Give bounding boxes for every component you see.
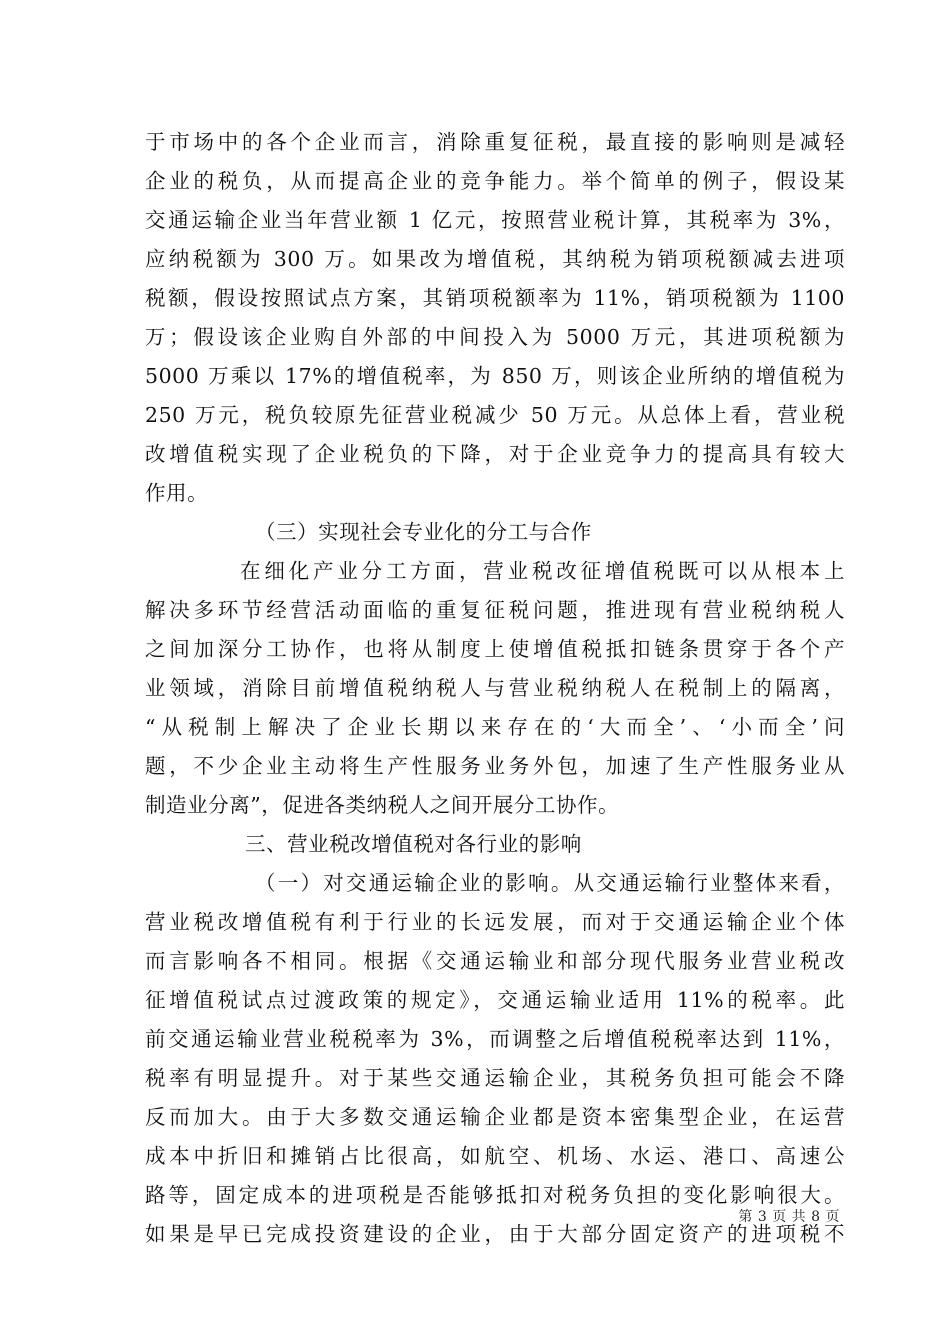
text-line: 征增值税试点过渡政策的规定》，交通运输业适用 11%的税率。此 [145,988,845,1012]
text-line: 营业税改增值税有利于行业的长远发展，而对于交通运输企业个体 [145,910,845,934]
text-line: 题，不少企业主动将生产性服务业务外包，加速了生产性服务业从 [145,754,845,778]
text-line: 解决多环节经营活动面临的重复征税问题，推进现有营业税纳税人 [145,598,845,622]
text-line: （三）实现社会专业化的分工与合作 [255,520,592,544]
text-line: 5000 万乘以 17%的增值税率，为 850 万，则该企业所纳的增值税为 [145,364,845,388]
text-line: （一）对交通运输企业的影响。从交通运输行业整体来看， [255,871,845,895]
text-line: 作用。 [145,481,209,505]
text-line: 交通运输企业当年营业额 1 亿元，按照营业税计算，其税率为 3%， [145,208,845,232]
text-line: 改增值税实现了企业税负的下降，对于企业竞争力的提高具有较大 [145,442,845,466]
text-line: 税率有明显提升。对于某些交通运输企业，其税务负担可能会不降 [145,1066,845,1090]
text-line: 之间加深分工协作，也将从制度上使增值税抵扣链条贯穿于各个产 [145,637,845,661]
text-line: 在细化产业分工方面，营业税改征增值税既可以从根本上 [240,559,845,583]
text-line: 前交通运输业营业税税率为 3%，而调整之后增值税税率达到 11%， [145,1027,845,1051]
text-line: 业领域，消除目前增值税纳税人与营业税纳税人在税制上的隔离， [145,676,845,700]
text-line: 250 万元，税负较原先征营业税减少 50 万元。从总体上看，营业税 [145,403,845,427]
text-line: 万；假设该企业购自外部的中间投入为 5000 万元，其进项税额为 [145,325,845,349]
text-line: 三、营业税改增值税对各行业的影响 [245,832,582,856]
text-line: 于市场中的各个企业而言，消除重复征税，最直接的影响则是减轻 [145,130,845,154]
text-line: 成本中折旧和摊销占比很高，如航空、机场、水运、港口、高速公 [145,1144,845,1168]
text-line: 反而加大。由于大多数交通运输企业都是资本密集型企业，在运营 [145,1105,845,1129]
page-number-footer: 第 3 页 共 8 页 [738,1209,840,1225]
text-line: 制造业分离”，促进各类纳税人之间开展分工协作。 [145,793,620,817]
text-line: 企业的税负，从而提高企业的竞争能力。举个简单的例子，假设某 [145,169,845,193]
body-text [145,123,845,1254]
text-line: 路等，固定成本的进项税是否能够抵扣对税务负担的变化影响很大。 [145,1183,845,1207]
text-line: 税额，假设按照试点方案，其销项税额率为 11%，销项税额为 1100 [145,286,845,310]
text-line: 如果是早已完成投资建设的企业，由于大部分固定资产的进项税不 [145,1222,845,1246]
text-line: “从税制上解决了企业长期以来存在的‘大而全’、‘小而全’问 [145,715,845,739]
text-line: 应纳税额为 300 万。如果改为增值税，其纳税为销项税额减去进项 [145,247,845,271]
text-line: 而言影响各不相同。根据《交通运输业和部分现代服务业营业税改 [145,949,845,973]
